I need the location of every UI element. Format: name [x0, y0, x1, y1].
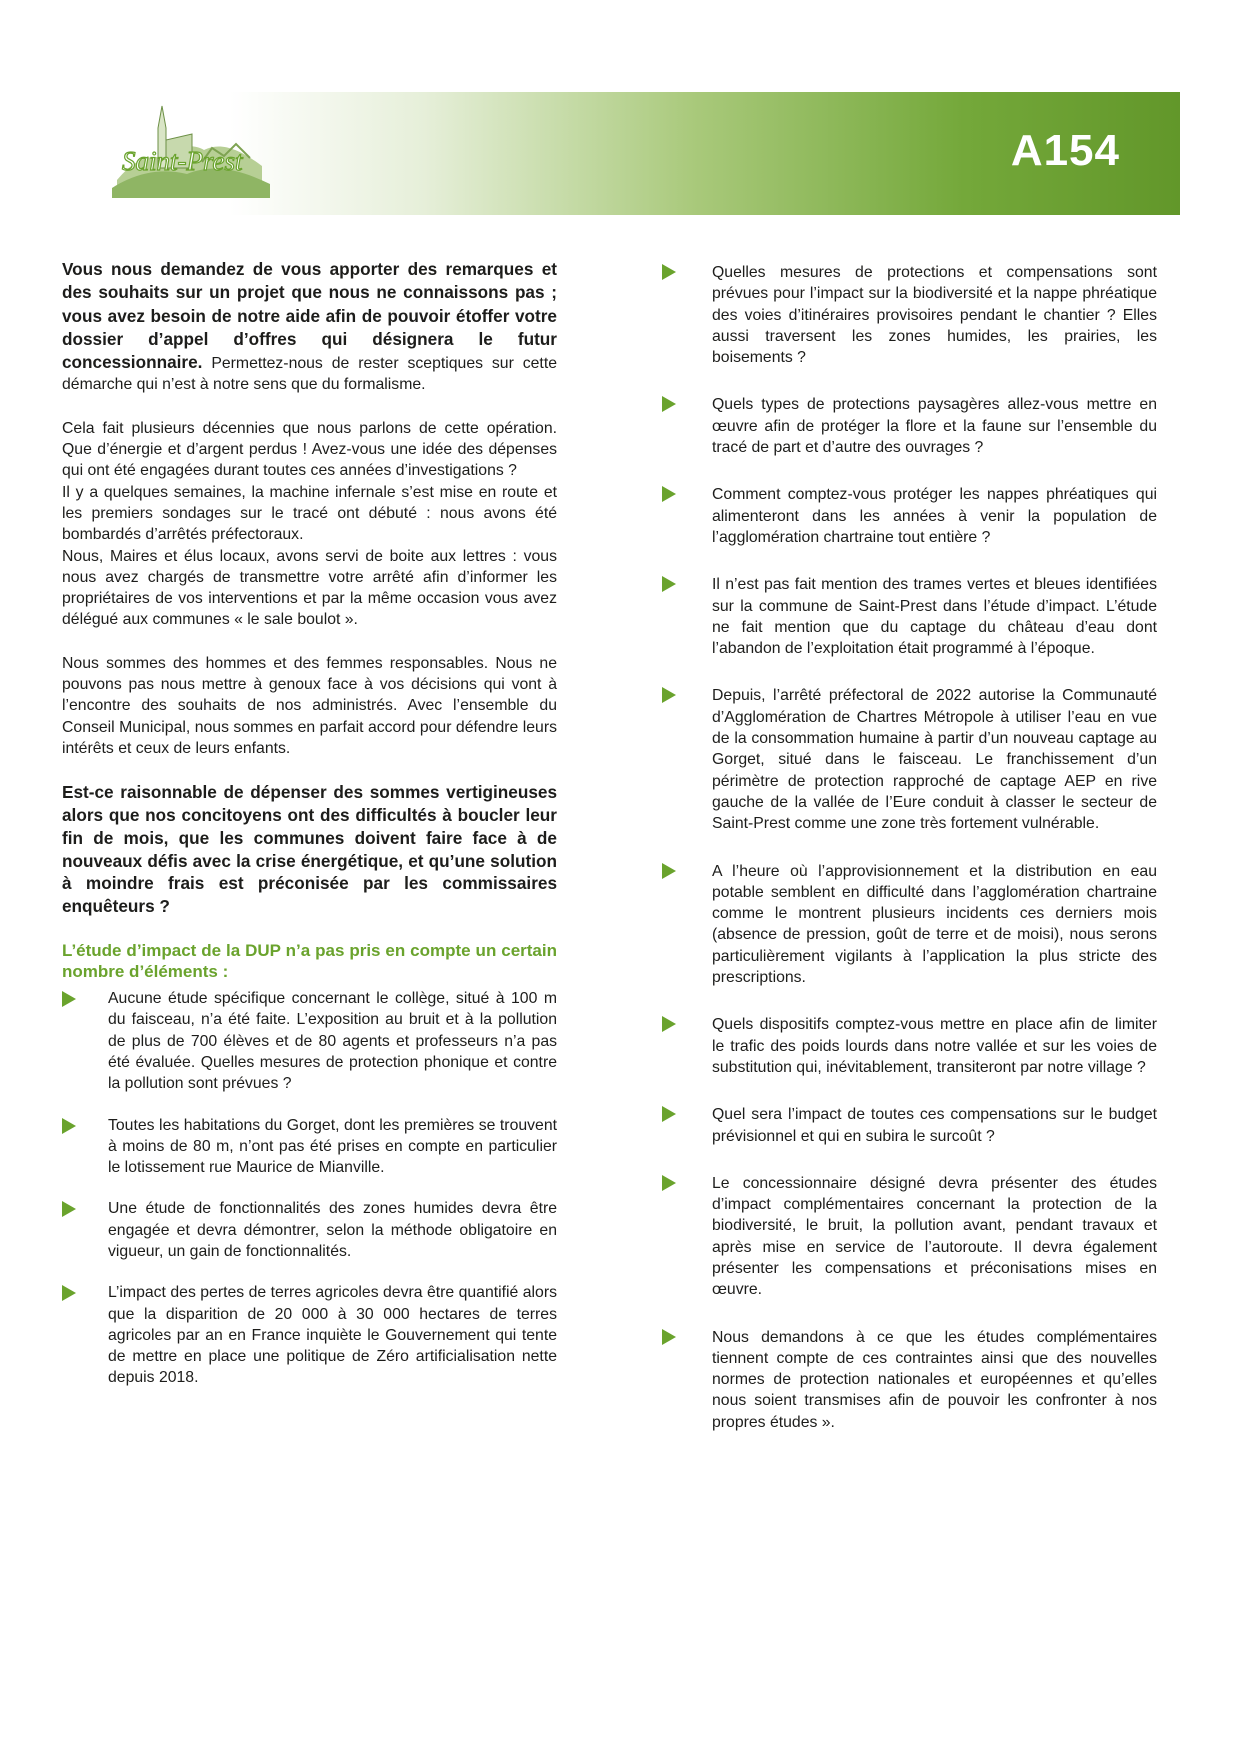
- triangle-bullet-icon: [662, 687, 676, 703]
- logo-text: Saint-Prest: [122, 146, 243, 176]
- list-item: Comment comptez-vous protéger les nappes phréatiques qui alimenteront dans les années à venir la population de l’agglomération chartraine tout entière ?: [712, 484, 1157, 548]
- triangle-bullet-icon: [62, 1285, 76, 1301]
- triangle-bullet-icon: [662, 1175, 676, 1191]
- list-item: Toutes les habitations du Gorget, dont les premières se trouvent à moins de 80 m, n’ont pas été prises en compte en particulier le lotissement rue Maurice de Mianville.: [62, 1115, 557, 1179]
- right-bullet-list: [712, 262, 1157, 1433]
- list-item: Une étude de fonctionnalités des zones humides devra être engagée et devra démontrer, selon la méthode obligatoire en vigueur, un gain de fonctionnalités.: [62, 1198, 557, 1262]
- triangle-bullet-icon: [662, 1329, 676, 1345]
- list-item: Il n’est pas fait mention des trames vertes et bleues identifiées sur la commune de Saint-Prest dans l’étude d’impact. L’étude ne fait mention que du captage du château d’eau dont l’abandon de l’exploitation était programmé à l’époque.: [712, 574, 1157, 659]
- left-bullet-list: [62, 988, 557, 1389]
- triangle-bullet-icon: [662, 486, 676, 502]
- impact-subheading: L’étude d’impact de la DUP n’a pas pris en compte un certain nombre d’éléments :: [62, 941, 557, 982]
- intro-rest: Permettez-nous de rester sceptiques sur cette démarche qui n’est à notre sens que du formalisme.: [62, 355, 557, 394]
- document-code: A154: [1010, 126, 1120, 175]
- list-item: L’impact des pertes de terres agricoles devra être quantifié alors que la disparition de 20 000 à 30 000 hectares de terres agricoles par an en France inquiète le Gouvernement qui tente de mettre en place une politique de Zéro artificialisation nette depuis 2018.: [62, 1282, 557, 1388]
- triangle-bullet-icon: [662, 863, 676, 879]
- saint-prest-logo: [112, 92, 272, 202]
- history-paragraph: [62, 418, 557, 631]
- list-item: Depuis, l’arrêté préfectoral de 2022 autorise la Communauté d’Agglomération de Chartres Métropole à utiliser l’eau en vue de la consommation humaine à partir d’un nouveau captage au Gorget, situé dans le faisceau. Le franchissement d’un périmètre de protection rapproché de captage AEP en rive gauche de la vallée de l’Eure conduit à classer le secteur de Saint-Prest comme une zone très fortement vulnérable.: [712, 685, 1157, 834]
- triangle-bullet-icon: [662, 264, 676, 280]
- question-paragraph: Est-ce raisonnable de dépenser des sommes vertigineuses alors que nos concitoyens ont des difficultés à boucler leur fin de mois, que les communes doivent faire face à de nouveaux défis avec la crise énergétique, et qu’une solution à moindre frais est préconisée par les commissaires enquêteurs ?: [62, 782, 557, 917]
- list-item: Quels dispositifs comptez-vous mettre en place afin de limiter le trafic des poids lourds dans notre vallée et sur les voies de substitution qui, inévitablement, transiteront par notre village ?: [712, 1014, 1157, 1078]
- intro-paragraph: [62, 258, 557, 396]
- right-column: [712, 262, 1157, 1459]
- history-line-1: Cela fait plusieurs décennies que nous parlons de cette opération. Que d’énergie et d’argent perdus ! Avez-vous une idée des dépenses qui ont été engagées durant toutes ces années d’investigations ?: [62, 419, 557, 480]
- responsibility-paragraph: Nous sommes des hommes et des femmes responsables. Nous ne pouvons pas nous mettre à genoux face à vos décisions qui vont à l’encontre des souhaits de nos administrés. Avec l’ensemble du Conseil Municipal, nous sommes en parfait accord pour défendre leurs intérêts et ceux de leurs enfants.: [62, 654, 557, 757]
- history-line-3: Nous, Maires et élus locaux, avons servi de boite aux lettres : vous nous avez chargés de transmettre votre arrêté afin d’informer les propriétaires de vos interventions et par la même occasion vous avez délégué aux communes « le sale boulot ».: [62, 547, 557, 629]
- history-line-2: Il y a quelques semaines, la machine infernale s’est mise en route et les premiers sondages sur le tracé ont débuté : nous avons été bombardés d’arrêtés préfectoraux.: [62, 483, 557, 544]
- intro-bold: Vous nous demandez de vous apporter des remarques et des souhaits sur un projet que nous ne connaissons pas ; vous avez besoin de notre aide afin de pouvoir étoffer votre dossier d’appel d’offres qui désignera le futur concessionnaire.: [62, 259, 557, 373]
- list-item: Nous demandons à ce que les études complémentaires tiennent compte de ces contraintes ainsi que des nouvelles normes de protection nationales et européennes et qu’elles nous soient transmises afin de pouvoir les confronter à nos propres études ».: [712, 1327, 1157, 1433]
- list-item: Quelles mesures de protections et compensations sont prévues pour l’impact sur la biodiversité et la nappe phréatique des voies d’itinéraires provisoires pendant le chantier ? Elles aussi traversent les zones humides, les prairies, les boisements ?: [712, 262, 1157, 368]
- list-item: A l’heure où l’approvisionnement et la distribution en eau potable semblent en difficulté dans l’agglomération chartraine comme le montrent plusieurs incidents ces derniers mois (absence de pression, goût de terre et de moisi), nous serons particulièrement vigilants à l’application la plus stricte des prescriptions.: [712, 861, 1157, 989]
- triangle-bullet-icon: [62, 1201, 76, 1217]
- triangle-bullet-icon: [662, 1016, 676, 1032]
- list-item: Quels types de protections paysagères allez-vous mettre en œuvre afin de protéger la flore et la faune sur l’ensemble du tracé de part et d’autre des ouvrages ?: [712, 394, 1157, 458]
- triangle-bullet-icon: [62, 1118, 76, 1134]
- list-item: Le concessionnaire désigné devra présenter des études d’impact complémentaires concernant la protection de la biodiversité, le bruit, la pollution avant, pendant travaux et après mise en service de l’autoroute. Il devra également présenter les compensations et préconisations mises en œuvre.: [712, 1173, 1157, 1301]
- triangle-bullet-icon: [662, 576, 676, 592]
- triangle-bullet-icon: [662, 396, 676, 412]
- triangle-bullet-icon: [62, 991, 76, 1007]
- left-column: [62, 258, 557, 1409]
- list-item: Aucune étude spécifique concernant le collège, situé à 100 m du faisceau, n’a été faite. L’exposition au bruit et à la pollution de plus de 700 élèves et de 80 agents et professeurs n’a pas été évaluée. Quelles mesures de protection phonique et contre la pollution sont prévues ?: [62, 988, 557, 1094]
- list-item: Quel sera l’impact de toutes ces compensations sur le budget prévisionnel et qui en subira le surcoût ?: [712, 1104, 1157, 1147]
- triangle-bullet-icon: [662, 1106, 676, 1122]
